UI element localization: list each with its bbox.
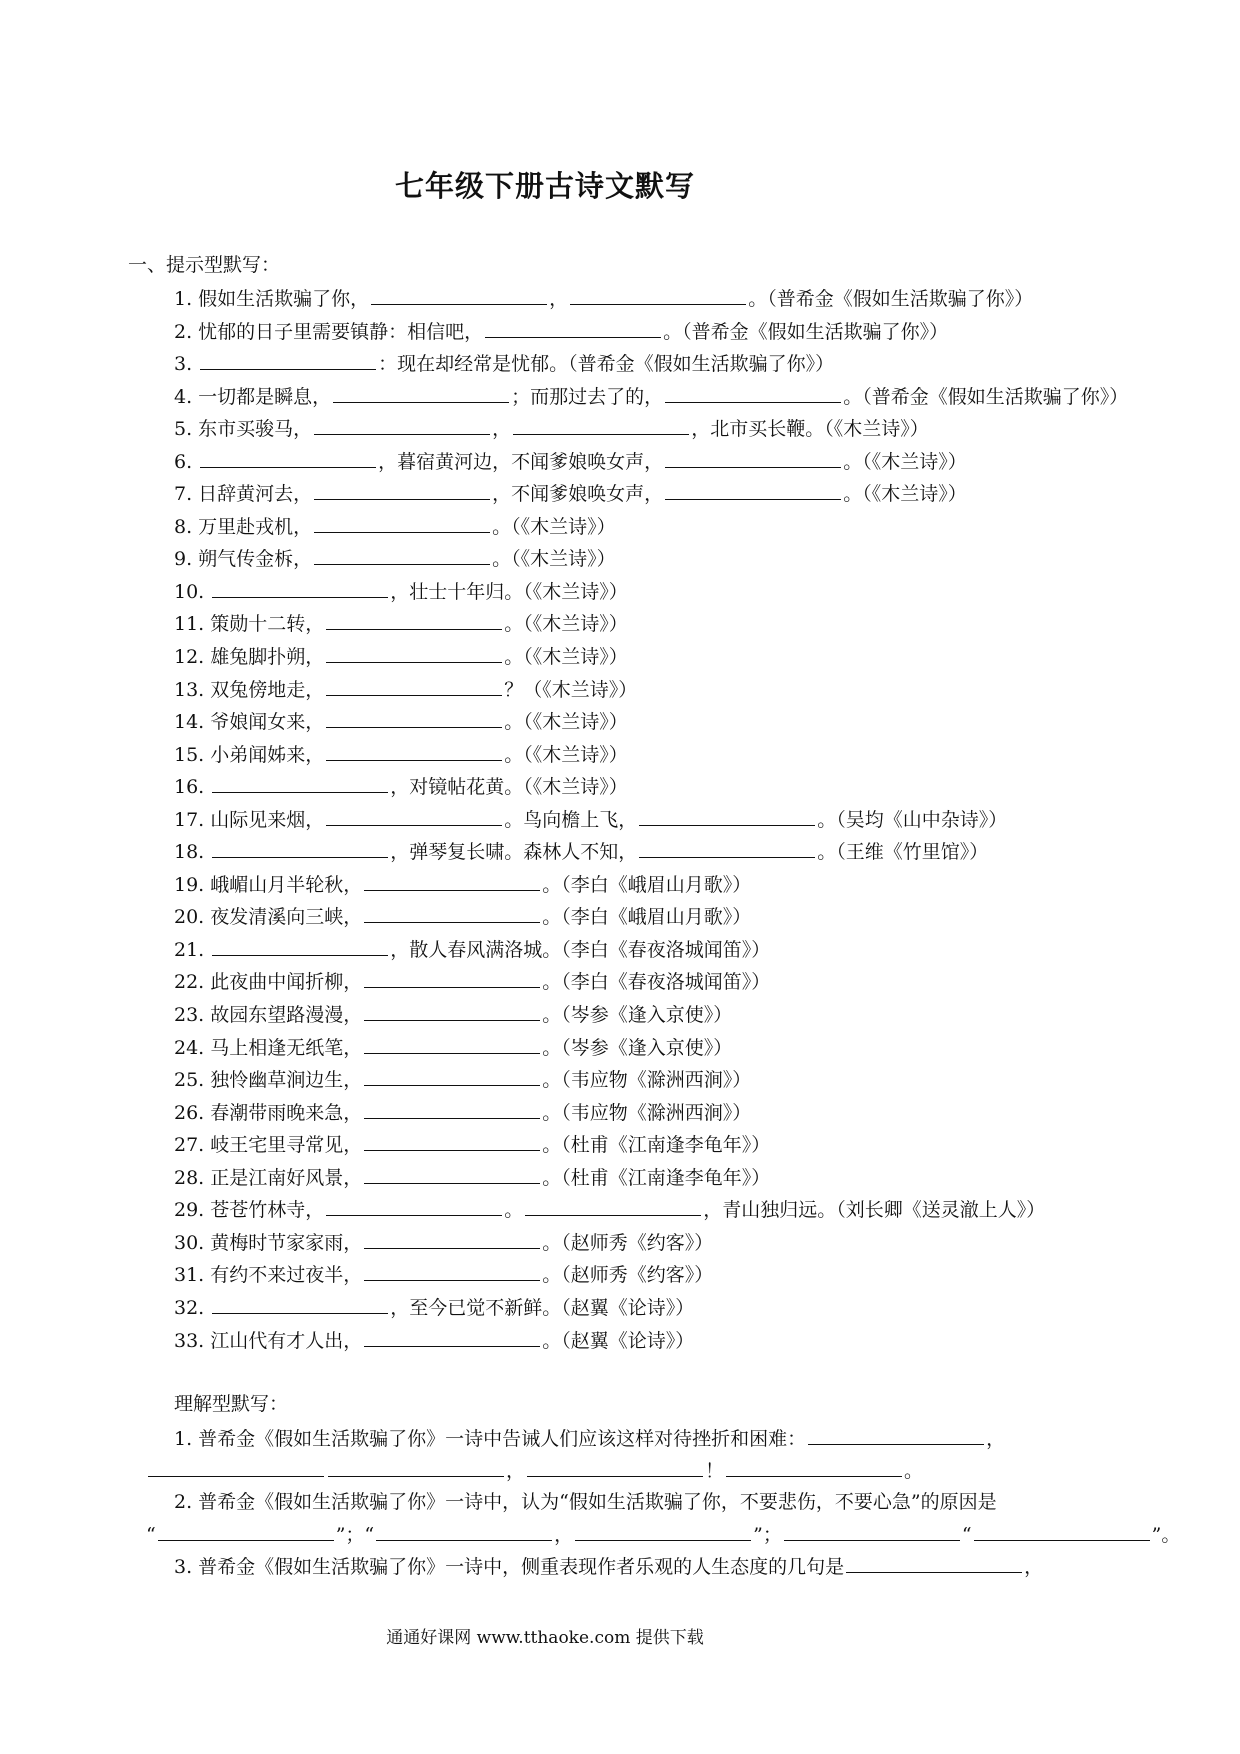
comprehension-line: [146, 1422, 1166, 1454]
question-item: [174, 1063, 1174, 1096]
prompt-text: 。（韦应物《滁洲西涧》）: [542, 1101, 752, 1124]
question-item: [174, 1161, 1174, 1194]
prompt-text: 。（岑参《逢入京使》）: [542, 1004, 733, 1027]
answer-blank[interactable]: [665, 445, 841, 468]
hint-items-list: [174, 282, 1174, 1356]
answer-blank[interactable]: [212, 1291, 388, 1314]
answer-blank[interactable]: [784, 1518, 960, 1541]
question-item: [174, 477, 1174, 510]
prompt-text: ，弹琴复长啸。森林人不知，: [390, 841, 638, 864]
prompt-text: 。（吴均《山中杂诗》）: [817, 808, 1008, 831]
prompt-text: 13. 双兔傍地走，: [174, 678, 325, 701]
prompt-text: ，至今已觉不新鲜。（赵翼《论诗》）: [390, 1296, 695, 1319]
prompt-text: 32.: [174, 1296, 211, 1319]
prompt-text: 。（普希金《假如生活欺骗了你》）: [843, 385, 1129, 408]
question-item: [174, 315, 1174, 348]
prompt-text: 14. 爷娘闻女来，: [174, 711, 325, 734]
answer-blank[interactable]: [364, 1324, 540, 1347]
answer-blank[interactable]: [326, 738, 502, 761]
question-item: [174, 705, 1174, 738]
prompt-text: ；而那过去了的，: [511, 385, 664, 408]
answer-blank[interactable]: [333, 380, 509, 403]
prompt-text: 。（《木兰诗》）: [843, 483, 967, 506]
prompt-text: ！: [705, 1460, 725, 1482]
prompt-text: ，对镜帖花黄。（《木兰诗》）: [390, 776, 628, 799]
comprehension-line: [146, 1454, 1166, 1486]
prompt-text: 。鸟向檐上飞，: [504, 808, 638, 831]
prompt-text: 2. 忧郁的日子里需要镇静：相信吧，: [174, 320, 484, 343]
answer-blank[interactable]: [326, 607, 502, 630]
prompt-text: 。（《木兰诗》）: [504, 613, 628, 636]
answer-blank[interactable]: [726, 1454, 902, 1477]
answer-blank[interactable]: [570, 282, 746, 305]
prompt-text: 。（杜甫《江南逢李龟年》）: [542, 1134, 771, 1157]
question-item: [174, 347, 1174, 380]
prompt-text: ，不闻爹娘唤女声，: [492, 483, 664, 506]
prompt-text: 。（普希金《假如生活欺骗了你》）: [748, 288, 1034, 310]
question-item: [174, 445, 1174, 478]
prompt-text: ，: [506, 1460, 526, 1482]
prompt-text: ，北市买长鞭。（《木兰诗》）: [691, 418, 929, 441]
prompt-text: 26. 春潮带雨晚来急，: [174, 1101, 363, 1124]
prompt-text: 。: [904, 1460, 924, 1482]
prompt-text: 8. 万里赴戎机，: [174, 515, 313, 538]
prompt-text: 1. 假如生活欺骗了你，: [174, 288, 370, 310]
prompt-text: ，青山独归远。（刘长卿《送灵澈上人》）: [703, 1199, 1046, 1222]
answer-blank[interactable]: [846, 1550, 1022, 1573]
answer-blank[interactable]: [326, 673, 502, 696]
prompt-text: ，壮士十年归。（《木兰诗》）: [390, 580, 628, 603]
prompt-text: 。（《木兰诗》）: [504, 743, 628, 766]
answer-blank[interactable]: [364, 1258, 540, 1281]
answer-blank[interactable]: [200, 347, 376, 370]
prompt-text: 29. 苍苍竹林寺，: [174, 1199, 325, 1222]
answer-blank[interactable]: [525, 1193, 701, 1216]
prompt-text: ，: [549, 288, 569, 310]
prompt-text: 12. 雄兔脚扑朔，: [174, 646, 325, 669]
comprehension-line: [146, 1550, 1166, 1582]
answer-blank[interactable]: [371, 282, 547, 305]
answer-blank[interactable]: [364, 965, 540, 988]
answer-blank[interactable]: [212, 835, 388, 858]
prompt-text: 10.: [174, 580, 211, 603]
prompt-text: 11. 策勋十二转，: [174, 613, 325, 636]
question-item: [174, 835, 1174, 868]
question-item: [174, 868, 1174, 901]
question-item: [174, 1324, 1174, 1357]
prompt-text: ”；“: [335, 1524, 375, 1546]
answer-blank[interactable]: [527, 1454, 703, 1477]
prompt-text: 17. 山际见来烟，: [174, 808, 325, 831]
question-item: [174, 738, 1174, 771]
answer-blank[interactable]: [314, 542, 490, 565]
prompt-text: 9. 朔气传金柝，: [174, 548, 313, 571]
answer-blank[interactable]: [364, 1161, 540, 1184]
answer-blank[interactable]: [575, 1518, 751, 1541]
prompt-text: 19. 峨嵋山月半轮秋，: [174, 873, 363, 896]
answer-blank[interactable]: [364, 1063, 540, 1086]
question-item: [174, 1096, 1174, 1129]
prompt-text: 3.: [174, 353, 199, 376]
prompt-text: 18.: [174, 841, 211, 864]
prompt-text: 。（《木兰诗》）: [504, 646, 628, 669]
comprehension-items-list: [146, 1422, 1181, 1582]
prompt-text: 28. 正是江南好风景，: [174, 1166, 363, 1189]
question-item: [174, 673, 1174, 706]
prompt-text: 6.: [174, 450, 199, 473]
answer-blank[interactable]: [314, 477, 490, 500]
prompt-text: 2. 普希金《假如生活欺骗了你》一诗中，认为“假如生活欺骗了你，不要悲伤，不要心急”的原因是: [174, 1491, 997, 1513]
answer-blank[interactable]: [148, 1454, 324, 1477]
prompt-text: 15. 小弟闻姊来，: [174, 743, 325, 766]
answer-blank[interactable]: [364, 1096, 540, 1119]
prompt-text: 25. 独怜幽草涧边生，: [174, 1069, 363, 1092]
prompt-text: 。（《木兰诗》）: [843, 450, 967, 473]
answer-blank[interactable]: [639, 835, 815, 858]
answer-blank[interactable]: [212, 770, 388, 793]
prompt-text: 31. 有约不来过夜半，: [174, 1264, 363, 1287]
question-item: [174, 282, 1174, 315]
section-heading-hint: 一、提示型默写：: [128, 254, 281, 276]
question-item: [174, 803, 1174, 836]
question-item: [174, 380, 1174, 413]
answer-blank[interactable]: [364, 998, 540, 1021]
prompt-text: 。（李白《峨眉山月歌》）: [542, 906, 752, 929]
answer-blank[interactable]: [364, 1128, 540, 1151]
question-item: [174, 933, 1174, 966]
prompt-text: 。（《木兰诗》）: [504, 711, 628, 734]
prompt-text: 1. 普希金《假如生活欺骗了你》一诗中告诫人们应该这样对待挫折和困难：: [174, 1428, 807, 1450]
prompt-text: 。: [504, 1199, 524, 1222]
answer-blank[interactable]: [665, 380, 841, 403]
prompt-text: 22. 此夜曲中闻折柳，: [174, 971, 363, 994]
question-item: [174, 1193, 1174, 1226]
prompt-text: 。（李白《春夜洛城闻笛》）: [542, 971, 771, 994]
question-item: [174, 575, 1174, 608]
prompt-text: ，: [986, 1428, 1006, 1450]
question-item: [174, 998, 1174, 1031]
prompt-text: 7. 日辞黄河去，: [174, 483, 313, 506]
prompt-text: 23. 故园东望路漫漫，: [174, 1004, 363, 1027]
answer-blank[interactable]: [212, 575, 388, 598]
prompt-text: ：现在却经常是忧郁。（普希金《假如生活欺骗了你》）: [378, 353, 835, 376]
prompt-text: 。（赵翼《论诗》）: [542, 1329, 695, 1352]
prompt-text: “: [961, 1524, 972, 1546]
answer-blank[interactable]: [808, 1422, 984, 1445]
answer-blank[interactable]: [974, 1518, 1150, 1541]
answer-blank[interactable]: [665, 477, 841, 500]
prompt-text: 。（赵师秀《约客》）: [542, 1231, 714, 1254]
question-item: [174, 965, 1174, 998]
answer-blank[interactable]: [212, 933, 388, 956]
question-item: [174, 1258, 1174, 1291]
answer-blank[interactable]: [200, 445, 376, 468]
question-item: [174, 1031, 1174, 1064]
prompt-text: 21.: [174, 938, 211, 961]
prompt-text: ”；: [753, 1524, 782, 1546]
answer-blank[interactable]: [364, 868, 540, 891]
answer-blank[interactable]: [364, 1226, 540, 1249]
answer-blank[interactable]: [328, 1454, 504, 1477]
prompt-text: 。（李白《峨眉山月歌》）: [542, 873, 752, 896]
page-footer: 通通好课网 www.tthaoke.com 提供下载: [386, 1628, 704, 1648]
answer-blank[interactable]: [376, 1518, 552, 1541]
prompt-text: 。（岑参《逢入京使》）: [542, 1036, 733, 1059]
question-item: [174, 607, 1174, 640]
prompt-text: 4. 一切都是瞬息，: [174, 385, 332, 408]
prompt-text: 。（杜甫《江南逢李龟年》）: [542, 1166, 771, 1189]
question-item: [174, 900, 1174, 933]
prompt-text: 30. 黄梅时节家家雨，: [174, 1231, 363, 1254]
prompt-text: ，: [554, 1524, 574, 1546]
prompt-text: 。（王维《竹里馆》）: [817, 841, 989, 864]
comprehension-line: [146, 1486, 1166, 1518]
answer-blank[interactable]: [158, 1518, 334, 1541]
prompt-text: 5. 东市买骏马，: [174, 418, 313, 441]
question-item: [174, 640, 1174, 673]
prompt-text: 。（普希金《假如生活欺骗了你》）: [663, 320, 949, 343]
answer-blank[interactable]: [326, 1193, 502, 1216]
answer-blank[interactable]: [326, 705, 502, 728]
prompt-text: ”。: [1151, 1524, 1181, 1546]
prompt-text: “: [146, 1524, 156, 1546]
answer-blank[interactable]: [326, 640, 502, 663]
answer-blank[interactable]: [314, 412, 490, 435]
answer-blank[interactable]: [314, 510, 490, 533]
question-item: [174, 412, 1174, 445]
question-item: [174, 770, 1174, 803]
comprehension-line: [146, 1518, 1181, 1550]
prompt-text: ，: [1024, 1556, 1044, 1578]
prompt-text: 27. 岐王宅里寻常见，: [174, 1134, 363, 1157]
prompt-text: 24. 马上相逢无纸笔，: [174, 1036, 363, 1059]
prompt-text: 。（赵师秀《约客》）: [542, 1264, 714, 1287]
answer-blank[interactable]: [485, 315, 661, 338]
answer-blank[interactable]: [364, 900, 540, 923]
answer-blank[interactable]: [326, 803, 502, 826]
prompt-text: ，散人春风满洛城。（李白《春夜洛城闻笛》）: [390, 938, 771, 961]
question-item: [174, 1128, 1174, 1161]
prompt-text: 20. 夜发清溪向三峡，: [174, 906, 363, 929]
question-item: [174, 542, 1174, 575]
prompt-text: 3. 普希金《假如生活欺骗了你》一诗中，侧重表现作者乐观的人生态度的几句是: [174, 1556, 845, 1578]
section-heading-comprehension: 理解型默写：: [174, 1393, 289, 1415]
prompt-text: 。（《木兰诗》）: [492, 515, 616, 538]
answer-blank[interactable]: [639, 803, 815, 826]
question-item: [174, 1226, 1174, 1259]
question-item: [174, 510, 1174, 543]
question-item: [174, 1291, 1174, 1324]
prompt-text: 。（《木兰诗》）: [492, 548, 616, 571]
answer-blank[interactable]: [364, 1031, 540, 1054]
prompt-text: ？（《木兰诗》）: [504, 678, 638, 701]
prompt-text: ，: [492, 418, 512, 441]
prompt-text: 。（韦应物《滁洲西涧》）: [542, 1069, 752, 1092]
prompt-text: ，暮宿黄河边，不闻爹娘唤女声，: [378, 450, 664, 473]
page-title: 七年级下册古诗文默写: [394, 169, 695, 203]
prompt-text: 16.: [174, 776, 211, 799]
answer-blank[interactable]: [513, 412, 689, 435]
prompt-text: 33. 江山代有才人出，: [174, 1329, 363, 1352]
